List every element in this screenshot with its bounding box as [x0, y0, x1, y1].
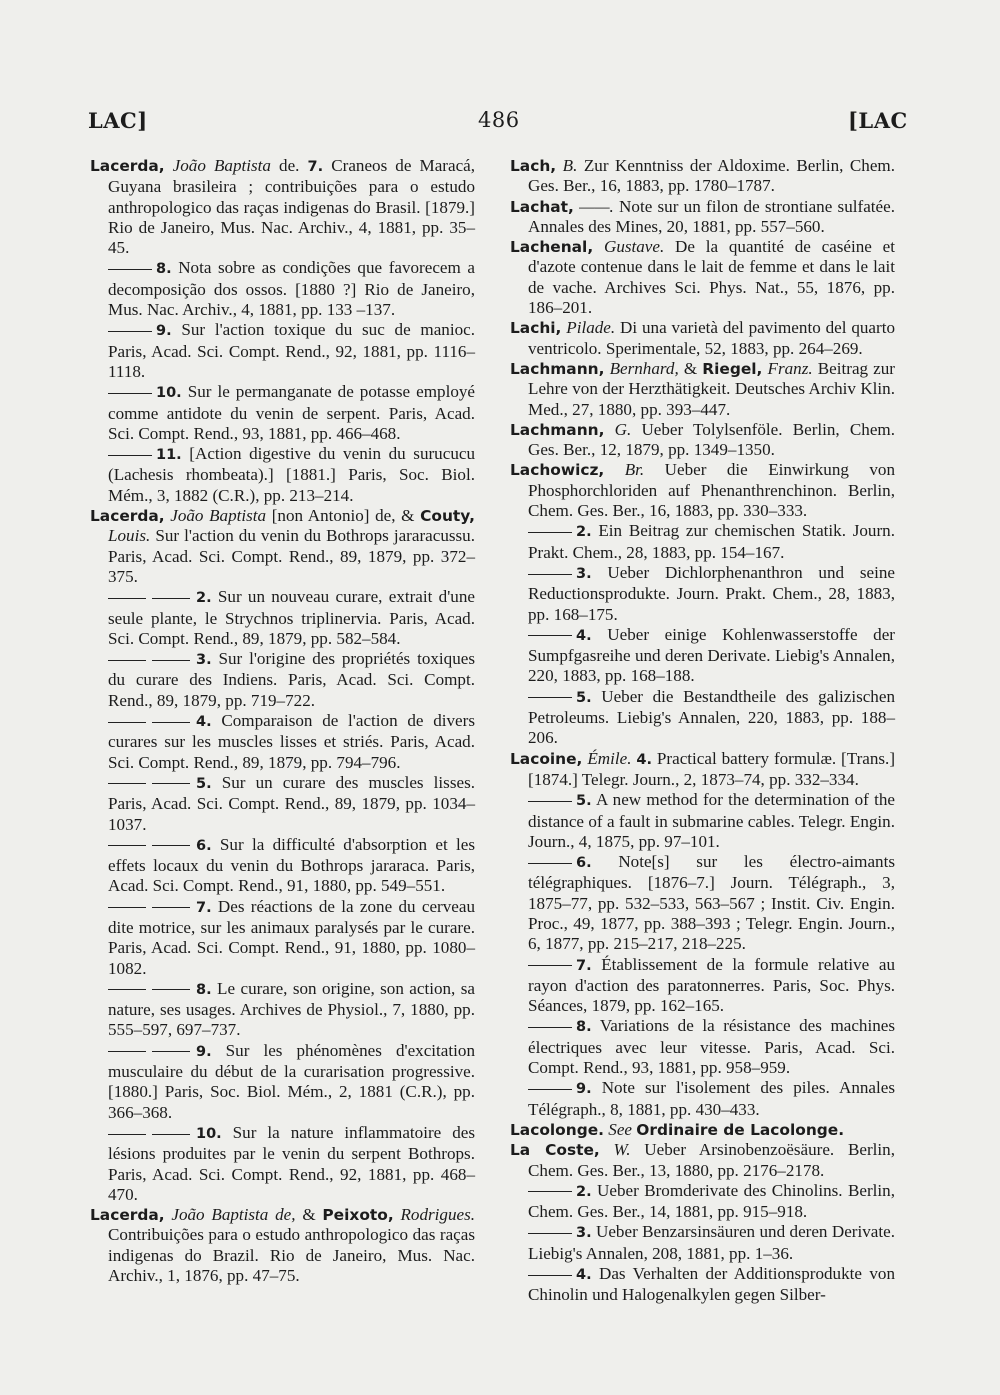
author-given-name: João Baptista [170, 506, 267, 526]
bibliography-entry [510, 1181, 895, 1223]
bibliography-entry [510, 1078, 895, 1120]
ditto-dash [528, 532, 572, 533]
entry-text: Sur l'action du venin du Bothrops jararacussu. Paris, Acad. Sci. Compt. Rend., 89, 1879, pp. 372–375. [108, 526, 476, 586]
entry-number: 6. [196, 837, 212, 854]
ditto-dash [108, 331, 152, 332]
entry-text: Di una varietà del pavimento del quarto ventricolo. Sperimentale, 52, 1883, pp. 264–269. [528, 318, 895, 358]
bibliography-entry [90, 773, 475, 835]
bibliography-entry [90, 1123, 475, 1205]
entry-text: Ein Beitrag zur chemischen Statik. Journ. Prakt. Chem., 28, 1883, pp. 154–167. [528, 521, 895, 562]
ditto-dash [108, 598, 146, 599]
ditto-dash [528, 863, 572, 864]
entry-number: 4. [576, 1267, 592, 1284]
bibliography-entry [510, 197, 895, 238]
coauthor-name: Peixoto, [322, 1206, 394, 1225]
ditto-dash [528, 1275, 572, 1276]
entry-text: Sur le permanganate de potasse employé comme antidote du venin de serpent. Paris, Acad. Sci. Compt. Rend., 93, 1881, pp. 466–468. [108, 382, 475, 443]
bibliography-entry [90, 649, 475, 711]
entry-number: 4. [576, 627, 592, 644]
entry-number: 5. [576, 793, 592, 810]
ditto-dash [528, 965, 572, 966]
author-note: & [683, 358, 698, 378]
entry-text: Note[s] sur les électro-aimants télégraphiques. [1876–7.] Journ. Télégraph., 3, 1875–77, pp. 532–533, 563–567 ; Instit. Civ. Engin. Proc., 49, 1877, pp. 388–393 ; Telegr. Engin. Journ., 6, 1877, pp. 215–217, 218–225. [528, 852, 895, 954]
entry-text: Ueber Arsinobenzoësäure. Berlin, Chem. Ges. Ber., 13, 1880, pp. 2176–2178. [528, 1140, 895, 1180]
entry-text: Ueber Dichlorphenanthron und seine Reductionsprodukte. Journ. Prakt. Chem., 28, 1883, pp. 168–175. [528, 562, 895, 624]
entry-text: De la quantité de caséine et d'azote contenue dans le lait de femme et dans le lait de vache. Archives Sci. Phys. Nat., 55, 1876, pp. 186–201. [528, 237, 895, 318]
bibliography-entry [510, 687, 895, 749]
author-given-name: Pilade. [566, 318, 616, 338]
author-name: Lachmann, [510, 359, 605, 378]
entry-number: 3. [576, 1225, 592, 1242]
ditto-dash [152, 598, 190, 599]
author-name: Lachmann, [510, 420, 605, 439]
ditto-dash [108, 907, 146, 908]
bibliography-entry [510, 521, 895, 563]
bibliography-entry [510, 1222, 895, 1264]
bibliography-entry [510, 790, 895, 852]
entry-text: Variations de la résistance des machines électriques avec leur vitesse. Paris, Acad. Sci. Compt. Rend., 93, 1881, pp. 958–959. [528, 1016, 896, 1078]
bibliography-entry [510, 237, 895, 318]
entry-text: A new method for the determination of the distance of a fault in submarine cables. Telegr. Engin. Journ., 4, 1875, pp. 97–101. [528, 790, 895, 851]
bibliography-entry [510, 955, 895, 1017]
running-head-right: [LAC [848, 108, 908, 133]
author-name: La Coste, [510, 1141, 600, 1160]
running-head-left: LAC] [88, 108, 148, 133]
ditto-dash [528, 801, 572, 802]
entry-text: Sur l'origine des propriétés toxiques du curare des Indiens. Paris, Acad. Sci. Compt. Rend., 89, 1879, pp. 719–722. [108, 649, 475, 710]
ditto-dash [152, 783, 190, 784]
entry-number: 5. [576, 689, 592, 706]
entry-text: Comparaison de l'action de divers curares sur les muscles lisses et striés. Paris, Acad. Sci. Compt. Rend., 89, 1879, pp. 794–796. [108, 711, 475, 772]
entry-text: Sur la nature inflammatoire des lésions produites par le venin du serpent Bothrops. Paris, Acad. Sci. Compt. Rend., 92, 1881, pp. 468–470. [108, 1122, 475, 1204]
bibliography-entry [510, 1140, 895, 1181]
author-given-name: Émile. [587, 748, 632, 768]
entry-text: Practical battery formulæ. [Trans.] [1874.] Telegr. Journ., 2, 1873–74, pp. 332–334. [528, 748, 896, 789]
author-given-name: B. [562, 156, 578, 175]
author-given-name: Gustave. [603, 237, 665, 257]
entry-number: 3. [196, 652, 212, 669]
bibliography-entry [90, 1041, 475, 1123]
left-column [90, 156, 475, 1286]
author-note: de. [279, 156, 300, 175]
ditto-dash [152, 989, 190, 990]
entry-text: Le curare, son origine, son action, sa nature, ses usages. Archives de Physiol., 7, 1880, pp. 555–597, 697–737. [108, 978, 475, 1040]
entry-text: Nota sobre as condições que favorecem a decomposição dos ossos. [1880 ?] Rio de Janeiro, Mus. Nac. Archiv., 4, 1881, pp. 133 –137. [108, 258, 475, 320]
bibliography-entry [90, 320, 475, 382]
entry-number: 10. [196, 1125, 222, 1142]
author-name: Lacerda, [90, 157, 165, 175]
entry-text: Craneos de Maracá, Guyana brasileira ; contribuições para o estudo anthropologico das raças indigenas do Brasil. [1879.] Rio de Janeiro, Mus. Nac. Archiv., 4, 1881, pp. 35–45. [108, 156, 476, 258]
bibliography-entry [510, 420, 895, 461]
entry-number: 8. [196, 981, 212, 998]
ditto-dash [528, 1027, 572, 1028]
bibliography-entry [510, 625, 895, 687]
bibliography-entry [510, 1264, 895, 1306]
page-number: 486 [478, 108, 520, 132]
bibliography-entry [90, 979, 475, 1041]
author-given-name: João Baptista de, [171, 1205, 296, 1225]
ditto-dash [108, 783, 146, 784]
coauthor-name: Riegel, [702, 359, 763, 378]
entry-text: Ueber Bromderivate des Chinolins. Berlin, Chem. Ges. Ber., 14, 1881, pp. 915–918. [528, 1180, 895, 1222]
entry-text: Sur la difficulté d'absorption et les effets locaux du venin du Bothrops jararaca. Paris, Acad. Sci. Compt. Rend., 91, 1880, pp. 549–551. [108, 834, 475, 896]
entry-text: Ueber die Einwirkung von Phosphorchloriden auf Phenanthrenchinon. Berlin, Chem. Ges. Ber., 16, 1883, pp. 330–333. [528, 460, 895, 521]
author-name: Lach, [510, 157, 557, 175]
entry-text: Sur un curare des muscles lisses. Paris, Acad. Sci. Compt. Rend., 89, 1879, pp. 1034–1037. [108, 772, 475, 834]
bibliography-entry [510, 852, 895, 954]
author-name: Lacoine, [510, 749, 583, 768]
entry-text: Zur Kenntniss der Aldoxime. Berlin, Chem. Ges. Ber., 16, 1883, pp. 1780–1787. [528, 156, 895, 196]
coauthor-given-name: Louis. [108, 526, 151, 546]
entry-number: 7. [196, 899, 212, 916]
bibliography-entry [510, 318, 895, 359]
author-given-name: Bernhard, [609, 358, 679, 378]
entry-number: 11. [156, 447, 182, 464]
ditto-dash [152, 907, 190, 908]
author-name: Lacerda, [90, 507, 165, 526]
ditto-dash [528, 1089, 572, 1090]
entry-text: [Action digestive du venin du surucucu (Lachesis rhombeata).] [1881.] Paris, Soc. Biol. Mém., 3, 1882 (C.R.), pp. 213–214. [108, 444, 475, 505]
entry-number: 9. [156, 323, 172, 340]
entry-text: Note sur un filon de strontiane sulfatée. Annales des Mines, 20, 1881, pp. 557–560. [528, 196, 895, 236]
author-name: Lachi, [510, 319, 562, 338]
author-name: Lacerda, [90, 1206, 165, 1225]
entry-number: 9. [576, 1081, 592, 1098]
ditto-dash [108, 1051, 146, 1052]
entry-number: 4. [636, 751, 652, 768]
entry-number: 2. [576, 524, 592, 541]
author-name: Lachowicz, [510, 461, 605, 480]
coauthor-name: Ordinaire de Lacolonge. [636, 1120, 845, 1139]
entry-number: 7. [307, 159, 324, 175]
entry-number: 2. [576, 1183, 592, 1200]
ditto-dash [528, 635, 572, 636]
entry-text: Das Verhalten der Additionsprodukte von Chinolin und Halogenalkylen gegen Silber- [528, 1264, 895, 1305]
ditto-dash [528, 574, 572, 575]
author-name: Lachenal, [510, 238, 594, 257]
coauthor-given-name: Rodrigues. [400, 1205, 476, 1225]
bibliography-entry [510, 563, 895, 625]
ditto-dash [152, 1051, 190, 1052]
entry-number: 10. [156, 385, 182, 402]
author-given-name: W. [613, 1140, 631, 1160]
ditto-dash [108, 660, 146, 661]
bibliography-entry [510, 460, 895, 521]
right-column [510, 156, 895, 1306]
author-given-name: Br. [624, 460, 645, 480]
entry-number: 6. [576, 855, 592, 872]
ditto-dash [108, 1134, 146, 1135]
ditto-dash [528, 1191, 572, 1192]
entry-number: 3. [576, 565, 592, 582]
entry-text: Établissement de la formule relative au rayon d'action des paratonnerres. Paris, Soc. Phys. Séances, 1879, pp. 162–165. [528, 954, 895, 1016]
author-given-name: João Baptista [172, 156, 271, 175]
bibliography-entry [90, 506, 475, 587]
entry-text: Ueber einige Kohlenwasserstoffe der Sumpfgasreihe und deren Derivate. Liebig's Annalen, 220, 1883, pp. 168–188. [528, 624, 895, 686]
entry-number: 7. [576, 957, 592, 974]
author-given-name: See [608, 1119, 633, 1139]
entry-text: Des réactions de la zone du cerveau dite motrice, sur les animaux paralysés par le curare. Paris, Acad. Sci. Compt. Rend., 91, 1880, pp. 1080–1082. [108, 896, 475, 978]
author-given-name: ——. [579, 196, 614, 216]
author-name: Lachat, [510, 197, 574, 216]
bibliography-entry [510, 359, 895, 420]
entry-number: 8. [156, 261, 172, 278]
entry-text: Sur l'action toxique du suc de manioc. Paris, Acad. Sci. Compt. Rend., 92, 1881, pp. 1116–1118. [108, 320, 476, 381]
entry-number: 4. [196, 714, 212, 731]
bibliography-entry [90, 1205, 475, 1286]
ditto-dash [528, 697, 572, 698]
ditto-dash [108, 989, 146, 990]
author-name: Lacolonge. [510, 1120, 604, 1139]
ditto-dash [108, 722, 146, 723]
ditto-dash [152, 722, 190, 723]
entry-text: Note sur l'isolement des piles. Annales Télégraph., 8, 1881, pp. 430–433. [528, 1078, 895, 1119]
ditto-dash [108, 845, 146, 846]
ditto-dash [528, 1233, 572, 1234]
bibliography-entry [510, 749, 895, 791]
bibliography-entry [90, 258, 475, 320]
entry-number: 8. [576, 1019, 592, 1036]
ditto-dash [108, 455, 152, 456]
bibliography-entry [510, 1016, 895, 1078]
entry-number: 5. [196, 775, 212, 792]
bibliography-entry [510, 156, 895, 197]
entry-text: Ueber Tolylsenföle. Berlin, Chem. Ges. Ber., 12, 1879, pp. 1349–1350. [528, 419, 895, 460]
coauthor-name: Couty, [420, 507, 475, 526]
author-note: & [302, 1205, 316, 1225]
entry-text: Sur un nouveau curare, extrait d'une seule plante, le Strychnos triplinervia. Paris, Acad. Sci. Compt. Rend., 89, 1879, pp. 582–584. [108, 587, 475, 648]
bibliography-entry [90, 897, 475, 979]
bibliography-entry [90, 711, 475, 773]
author-note: [non Antonio] de, & [271, 506, 415, 526]
entry-text: Contribuições para o estudo anthropologico das raças indigenas do Brazil. Rio de Janeiro, Mus. Nac. Archiv., 1, 1876, pp. 47–75. [108, 1225, 475, 1286]
bibliography-entry [90, 835, 475, 897]
ditto-dash [152, 845, 190, 846]
ditto-dash [108, 393, 152, 394]
entry-text: Ueber die Bestandtheile des galizischen Petroleums. Liebig's Annalen, 220, 1883, pp. 188–206. [528, 686, 895, 748]
entry-number: 2. [196, 590, 212, 607]
entry-text: Ueber Benzarsinsäuren und deren Derivate. Liebig's Annalen, 208, 1881, pp. 1–36. [528, 1222, 895, 1263]
entry-number: 9. [196, 1043, 212, 1060]
bibliography-entry [90, 382, 475, 444]
bibliography-entry [90, 444, 475, 506]
ditto-dash [152, 660, 190, 661]
bibliography-entry [90, 156, 475, 258]
coauthor-given-name: Franz. [767, 358, 813, 378]
entry-text: Beitrag zur Lehre von der Herzthätigkeit. Deutsches Archiv Klin. Med., 27, 1880, pp. 393–447. [528, 358, 896, 419]
author-given-name: G. [614, 419, 632, 439]
bibliography-entry [90, 587, 475, 649]
entry-text: Sur les phénomènes d'excitation musculaire du début de la curarisation progressive. [1880.] Paris, Soc. Biol. Mém., 2, 1881 (C.R.), pp. 366–368. [108, 1040, 475, 1122]
ditto-dash [152, 1134, 190, 1135]
bibliography-entry [510, 1120, 895, 1140]
ditto-dash [108, 269, 152, 270]
